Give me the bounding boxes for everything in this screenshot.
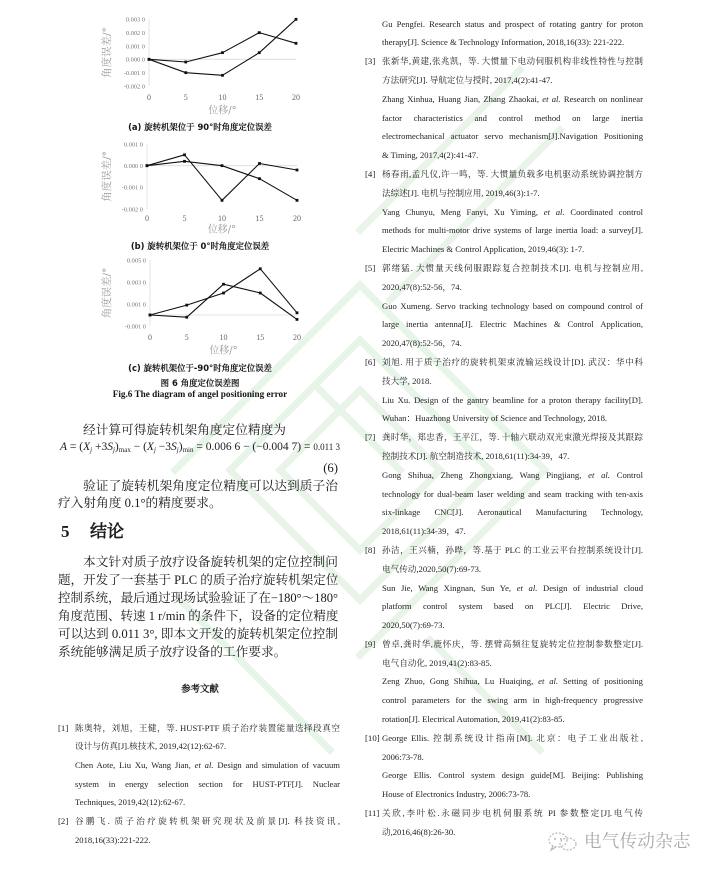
data-point-marker [184, 61, 187, 64]
formula-token: max [118, 446, 131, 454]
paragraph-line: 本文针对质子放疗设备旋转机架的定位控制问 [83, 555, 338, 569]
data-point-marker [295, 42, 298, 45]
reference-number: [4] [365, 168, 376, 179]
formula-token: S [171, 441, 177, 453]
figure-6-charts [0, 0, 360, 400]
x-tick-label: 10 [218, 93, 227, 102]
reference-text: Gong Shihua, Zheng Zhongxiang, Wang Pingjiang, et al. Control [382, 469, 643, 480]
reference-line [58, 793, 340, 812]
references-left-column [58, 719, 340, 850]
reference-line [365, 428, 643, 447]
reference-number: [7] [365, 432, 376, 443]
data-point-marker [185, 316, 188, 319]
reference-text: platform control system based on PLC[J]. Electric Drive, [382, 601, 643, 612]
reference-text: 电气自动化, 2019,41(2):83-85. [382, 657, 492, 668]
chart-b-series-1-line [147, 155, 297, 201]
formula-token: 0.011 3 [313, 442, 340, 452]
figure-caption-cn: 图 6 角度定位误差图 [160, 378, 240, 388]
data-point-marker [296, 199, 299, 202]
reference-text: 张新华,黄建,张兆凯，等. 大惯量下电动伺服机构非线性特性与控制 [382, 56, 643, 67]
reference-line [365, 503, 643, 522]
y-tick-label: 0.001 0 [125, 43, 145, 51]
formula-token: A [60, 441, 68, 453]
y-tick-label: 0.000 0 [125, 56, 145, 64]
chart-a-series-2-line [149, 19, 296, 75]
data-point-marker [149, 314, 152, 317]
journal-name: 电气传动杂志 [584, 832, 691, 852]
reference-line [365, 146, 643, 165]
y-tick-label: 0.001 0 [123, 141, 143, 149]
reference-line [365, 710, 643, 729]
reference-line [365, 691, 643, 710]
et-al-italic: et al. [538, 676, 559, 687]
reference-line [365, 560, 643, 579]
reference-line [365, 315, 643, 334]
formula-token: = 0.006 6 − (−0.004 7) = [193, 441, 314, 453]
figure-caption-en: Fig.6 The diagram of angel positioning error [112, 389, 288, 399]
data-point-marker [258, 31, 261, 34]
data-point-marker [259, 267, 262, 270]
reference-line [365, 240, 643, 259]
reference-text: 控制技术[J]. 航空制造技术, 2018,61(11):34-39，47. [382, 450, 570, 461]
reference-text: 龚时华，郑忠香，王平江，等. 十轴六联动双光束激光焊接及其跟踪 [382, 432, 643, 443]
wechat-bubble-icon [546, 831, 580, 853]
paragraph-line: 可以达到 0.011 3°, 即本文开发的旋转机架定位控制 [58, 627, 338, 641]
data-point-marker [259, 292, 262, 295]
reference-text: 方法研究[J]. 导航定位与授时, 2017,4(2):41-47. [382, 74, 553, 85]
data-point-marker [184, 71, 187, 74]
formula-token: S [107, 441, 113, 453]
data-point-marker [146, 164, 149, 167]
reference-line [365, 15, 643, 34]
y-tick-label: -0.002 0 [121, 206, 143, 214]
y-tick-label: -0.001 0 [121, 184, 143, 192]
reference-text: 2020,50(7):69-73. [382, 620, 445, 631]
y-tick-label: -0.001 0 [124, 323, 146, 331]
reference-line [365, 785, 643, 804]
formula-token: j [176, 446, 179, 454]
reference-line [365, 616, 643, 635]
formula-token: j [90, 446, 93, 454]
reference-line [58, 719, 340, 738]
formula-token: − ( [130, 441, 147, 453]
reference-line [365, 372, 643, 391]
x-tick-label: 15 [256, 333, 265, 342]
reference-text: Techniques, 2019,42(12):62-67. [75, 797, 186, 808]
x-tick-label: 20 [293, 214, 301, 223]
reference-line [365, 672, 643, 691]
reference-line [365, 654, 643, 673]
reference-text: large inertia antenna[J]. Electric Machines & Control Application, [382, 319, 643, 330]
x-tick-label: 20 [292, 93, 300, 102]
y-tick-label: 0.001 0 [126, 301, 146, 309]
reference-line [365, 203, 643, 222]
x-tick-label: 10 [219, 333, 228, 342]
formula-token: j [112, 446, 115, 454]
reference-line [365, 33, 643, 52]
reference-line [58, 812, 340, 831]
paragraph-line: 控制系统，最后通过现场试验验证了在−180°～180° [58, 591, 338, 605]
reference-text: Electric Machines & Control Application, 2019,46(3): 1-7. [382, 244, 585, 255]
reference-line [58, 756, 340, 775]
reference-line [365, 109, 643, 128]
reference-text: 动,2016,46(8):26-30. [382, 826, 456, 837]
reference-number: [10] [365, 732, 380, 743]
reference-number: [1] [58, 722, 69, 733]
reference-line [365, 391, 643, 410]
reference-line [58, 737, 340, 756]
chart-a [100, 17, 300, 117]
equation-number: (6) [323, 461, 338, 475]
verify-text-line: 验证了旋转机架角度定位精度可以达到质子治 [83, 479, 338, 493]
section-title: 结论 [90, 522, 124, 542]
data-point-marker [295, 18, 298, 21]
chart-b-caption: (b) 旋转机架位于 0°时角度定位误差 [130, 241, 270, 251]
chart-b-series-2-line [147, 161, 297, 200]
chart-c-series-1-line [150, 284, 297, 319]
verify-text-line: 疗入射角度 0.1°的精度要求。 [58, 496, 222, 510]
x-tick-label: 5 [183, 93, 188, 102]
y-tick-label: 0.003 0 [125, 16, 145, 24]
reference-text: system in energy selection section for HUST-PTF[J]. Nuclear [75, 778, 340, 789]
reference-text: Gu Pengfei. Research status and prospect of rotating gantry for proton [382, 18, 643, 29]
x-tick-label: 5 [184, 333, 189, 342]
reference-line [365, 447, 643, 466]
formula-token: X [83, 441, 91, 453]
reference-text: 陈奥特，刘旭，王健，等. HUST-PTF 质子治疗装置能量选择段真空 [75, 722, 340, 733]
data-point-marker [148, 58, 151, 61]
reference-line [365, 409, 643, 428]
reference-number: [2] [58, 816, 69, 827]
data-point-marker [296, 169, 299, 172]
et-al-italic: et al. [543, 206, 565, 217]
reference-line [365, 353, 643, 372]
equation-6 [60, 438, 340, 456]
data-point-marker [296, 311, 299, 314]
reference-line [365, 127, 643, 146]
data-point-marker [221, 74, 224, 77]
et-al-italic: et al. [516, 582, 538, 593]
reference-text: 刘旭. 用于质子治疗的旋转机架束流输运线设计[D]. 武汉：华中科 [382, 356, 643, 367]
reference-text: therapy[J]. Science & Technology Information, 2018,16(33): 221-222. [382, 37, 625, 48]
reference-line [365, 804, 643, 823]
et-al-italic: et al. [588, 469, 610, 480]
section-number: 5 [61, 522, 70, 541]
x-tick-label: 0 [145, 214, 149, 223]
reference-text: House of Electronics Industry, 2006:73-78. [382, 789, 531, 800]
reference-text: 2018,61(11):34-39，47. [382, 526, 466, 537]
reference-number: [5] [365, 262, 376, 273]
reference-line [365, 184, 643, 203]
reference-text: technology for dual-beam laser welding and seam tracking with ten-axis [382, 488, 643, 499]
data-point-marker [258, 51, 261, 54]
reference-text: 曾卓,龚时华,鹿怀庆，等. 摆臂高频往复旋转定位控制参数整定[J]. [382, 638, 643, 649]
reference-line [365, 221, 643, 240]
reference-text: Sun Jie, Wang Xingnan, Sun Ye, et al. Design of industrial cloud [382, 582, 644, 593]
reference-text: factor characteristics and control method on large inertia [382, 112, 643, 123]
reference-line [365, 71, 643, 90]
reference-text: Zhang Xinhua, Huang Jian, Zhang Zhaokai, et al. Research on nonlinear [382, 93, 643, 104]
reference-line [365, 165, 643, 184]
reference-line [58, 775, 340, 794]
reference-text: 法综述[J]. 电机与控制应用, 2019,46(3):1-7. [382, 187, 540, 198]
data-point-marker [222, 283, 225, 286]
formula-token: X [146, 441, 154, 453]
reference-text: Zeng Zhuo, Gong Shihua, Lu Huaiqing, et al. Setting of positioning [382, 676, 643, 687]
x-tick-label: 10 [218, 214, 226, 223]
y-tick-label: 0.003 0 [126, 279, 146, 287]
reference-line [365, 597, 643, 616]
reference-text: Chen Aote, Liu Xu, Wang Jian, et al. Design and simulation of vacuum [75, 759, 340, 770]
journal-logo [546, 830, 691, 854]
x-tick-label: 0 [147, 93, 151, 102]
reference-line [365, 297, 643, 316]
formula-token: = ( [67, 441, 84, 453]
data-point-marker [258, 177, 261, 180]
references-heading: 参考文献 [181, 684, 219, 695]
y-tick-label: -0.002 0 [123, 83, 145, 91]
paragraph-line: 系统能够满足质子放疗设备的工作要求。 [58, 645, 287, 659]
reference-line [365, 579, 643, 598]
x-axis-title: 位移/° [209, 345, 238, 357]
reference-line [58, 831, 340, 850]
et-al-italic: et al. [542, 93, 561, 104]
reference-text: 谷鹏飞. 质子治疗旋转机架研究现状及前景[J]. 科技资讯, [75, 816, 340, 827]
formula-token: ) [178, 441, 183, 453]
x-tick-label: 15 [255, 214, 264, 223]
formula-token: ) [114, 441, 119, 453]
references-right-column [365, 15, 643, 842]
reference-text: 2018,16(33):221-222. [75, 834, 151, 845]
data-point-marker [296, 318, 299, 321]
reference-text: 电气传动,2020,50(7):69-73. [382, 563, 482, 574]
x-tick-label: 0 [148, 333, 152, 342]
y-tick-label: -0.001 0 [123, 69, 145, 77]
reference-line [365, 635, 643, 654]
reference-text: six-linkage CNC[J]. Aeronautical Manufacturing Technology, [382, 507, 643, 518]
reference-text: George Ellis. 控制系统设计指南[M]. 北京：电子工业出版社, [382, 732, 643, 743]
reference-text: methods for multi-motor drive systems of large inertia load: a survey[J]. [382, 225, 643, 236]
data-point-marker [183, 153, 186, 156]
reference-number: [11] [365, 808, 380, 819]
data-point-marker [221, 199, 224, 202]
reference-text: 郭绪猛. 大惯量天线伺服跟踪复合控制技术[J]. 电机与控制应用, [382, 262, 643, 273]
x-tick-label: 20 [293, 333, 301, 342]
data-point-marker [221, 51, 224, 54]
reference-line [365, 466, 643, 485]
chart-c-caption: (c) 旋转机架位于-90°时角度定位误差 [128, 363, 272, 373]
formula-token: j [153, 446, 156, 454]
reference-line [365, 278, 643, 297]
x-tick-label: 5 [182, 214, 187, 223]
chart-a-caption: (a) 旋转机架位于 90°时角度定位误差 [128, 122, 272, 132]
data-point-marker [221, 164, 224, 167]
reference-number: [3] [365, 56, 376, 67]
reference-text: Liu Xu. Design of the gantry beamline for a proton therapy facility[D]. [382, 394, 643, 405]
reference-text: 设计与仿真[J].核技术, 2019,42(12):62-67. [75, 741, 227, 752]
x-tick-label: 15 [255, 93, 264, 102]
et-al-italic: et al. [194, 759, 214, 770]
chart-c [100, 257, 301, 356]
y-tick-label: 0.005 0 [126, 257, 146, 265]
reference-line [365, 766, 643, 785]
reference-text: 2020,47(8):52-56，74. [382, 281, 462, 292]
reference-text: 2020,47(8):52-56，74. [382, 338, 462, 349]
reference-line [365, 259, 643, 278]
reference-text: Wuhan：Huazhong University of Science and Technology, 2018. [382, 413, 608, 424]
reference-text: 关欣,李叶松.永磁同步电机伺服系统 PI 参数整定[J].电气传 [382, 808, 643, 819]
reference-line [365, 90, 643, 109]
reference-line [365, 729, 643, 748]
y-tick-label: 0.000 0 [123, 162, 143, 170]
reference-text: 技大学, 2018. [382, 375, 432, 386]
chart-a-series-1-line [149, 33, 296, 62]
reference-line [365, 748, 643, 767]
reference-line [365, 485, 643, 504]
formula-token: −3 [155, 441, 172, 453]
y-axis-title: 角度误差/° [101, 267, 113, 319]
reference-line [365, 334, 643, 353]
formula-token: +3 [92, 441, 108, 453]
reference-text: 2006:73-78. [382, 751, 424, 762]
data-point-marker [222, 292, 225, 295]
x-axis-title: 位移/° [207, 224, 237, 236]
reference-number: [8] [365, 544, 376, 555]
reference-text: George Ellis. Control system design guide[M]. Beijing: Publishing [382, 770, 643, 781]
data-point-marker [183, 160, 186, 163]
reference-text: 孙洁，王兴楠，孙晔，等.基于 PLC 的工业云平台控制系统设计[J]. [382, 544, 643, 555]
reference-number: [6] [365, 356, 376, 367]
data-point-marker [185, 304, 188, 307]
reference-text: control parameters for the swing arm in high-frequency progressive [382, 695, 643, 706]
paragraph-line: 题，开发了一套基于 PLC 的质子治疗旋转机架定位 [58, 573, 339, 587]
reference-text: rotation[J]. Electrical Automation, 2019,41(2):83-85. [382, 714, 565, 725]
reference-line [365, 522, 643, 541]
reference-line [365, 541, 643, 560]
reference-text: & Timing, 2017,4(2):41-47. [382, 150, 479, 161]
calc-intro-text: 经计算可得旋转机架角度定位精度为 [83, 423, 286, 437]
reference-line [365, 52, 643, 71]
x-axis-title: 位移/° [208, 105, 237, 117]
reference-text: Yang Chunyu, Meng Fanyi, Xu Yiming, et al. Coordinated control [382, 206, 643, 217]
y-axis-title: 角度误差/° [101, 151, 113, 202]
reference-text: Guo Xumeng. Servo tracking technology based on compound control of [382, 300, 643, 311]
reference-text: electromechanical actuator servo mechanism[J].Navigation Positioning [382, 131, 643, 142]
data-point-marker [258, 162, 261, 165]
paragraph-line: 角度范围、转速 1 r/min 的条件下，设备的定位精度 [58, 609, 339, 623]
reference-number: [9] [365, 638, 376, 649]
reference-text: 杨春雨,孟凡仪,许一鸣，等. 大惯量负载多电机驱动系统协调控制方 [382, 168, 643, 179]
y-axis-title: 角度误差/° [101, 27, 113, 79]
y-tick-label: 0.002 0 [125, 29, 145, 37]
formula-token: min [182, 446, 194, 454]
chart-b [100, 141, 301, 235]
